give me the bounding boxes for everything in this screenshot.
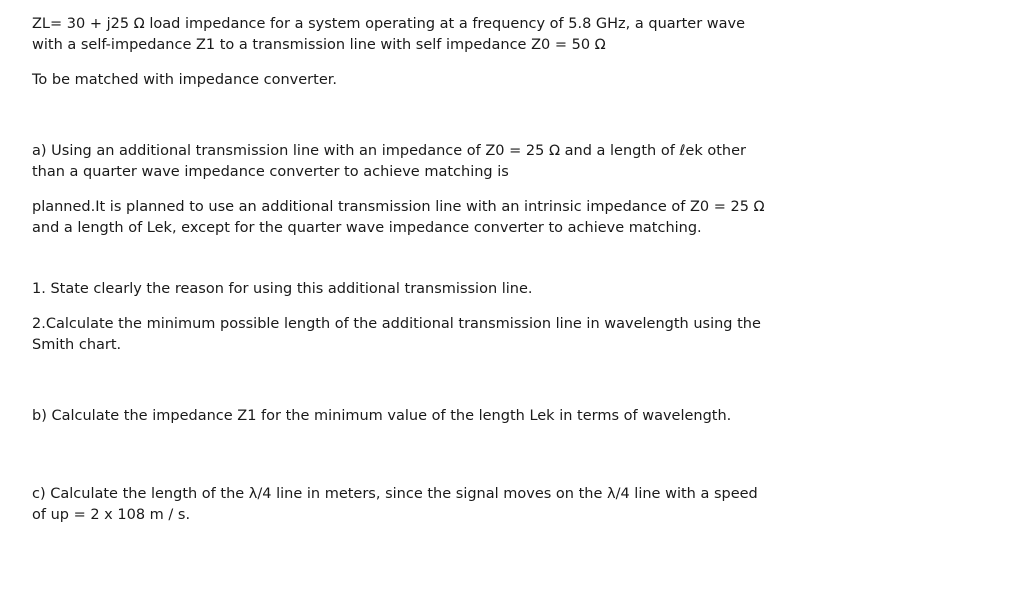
intro-line-3: To be matched with impedance converter. xyxy=(32,72,337,88)
part-c-line-1: c) Calculate the length of the λ/4 line in meters, since the signal moves on the λ/4 line with a speed xyxy=(32,486,758,502)
document-body xyxy=(32,14,992,526)
part-b-line-1: b) Calculate the impedance Z1 for the minimum value of the length Lek in terms of wavelength. xyxy=(32,408,732,424)
question-2-line-1: 2.Calculate the minimum possible length of the additional transmission line in wavelength using the xyxy=(32,316,761,332)
question-1: 1. State clearly the reason for using this additional transmission line. xyxy=(32,281,533,297)
part-a-line-2: than a quarter wave impedance converter to achieve matching is xyxy=(32,164,509,180)
part-a-line-1: a) Using an additional transmission line with an impedance of Z0 = 25 Ω and a length of ℓek other xyxy=(32,143,746,159)
part-a-line-4: and a length of Lek, except for the quarter wave impedance converter to achieve matching. xyxy=(32,220,702,236)
part-a-line-3: planned.It is planned to use an additional transmission line with an intrinsic impedance of Z0 = 25 Ω xyxy=(32,199,765,215)
part-c-line-2: of up = 2 x 108 m / s. xyxy=(32,507,191,523)
intro-line-1: ZL= 30 + j25 Ω load impedance for a system operating at a frequency of 5.8 GHz, a quarter wave xyxy=(32,16,746,32)
intro-line-2: with a self-impedance Z1 to a transmission line with self impedance Z0 = 50 Ω xyxy=(32,37,606,53)
question-2-line-2: Smith chart. xyxy=(32,337,122,353)
